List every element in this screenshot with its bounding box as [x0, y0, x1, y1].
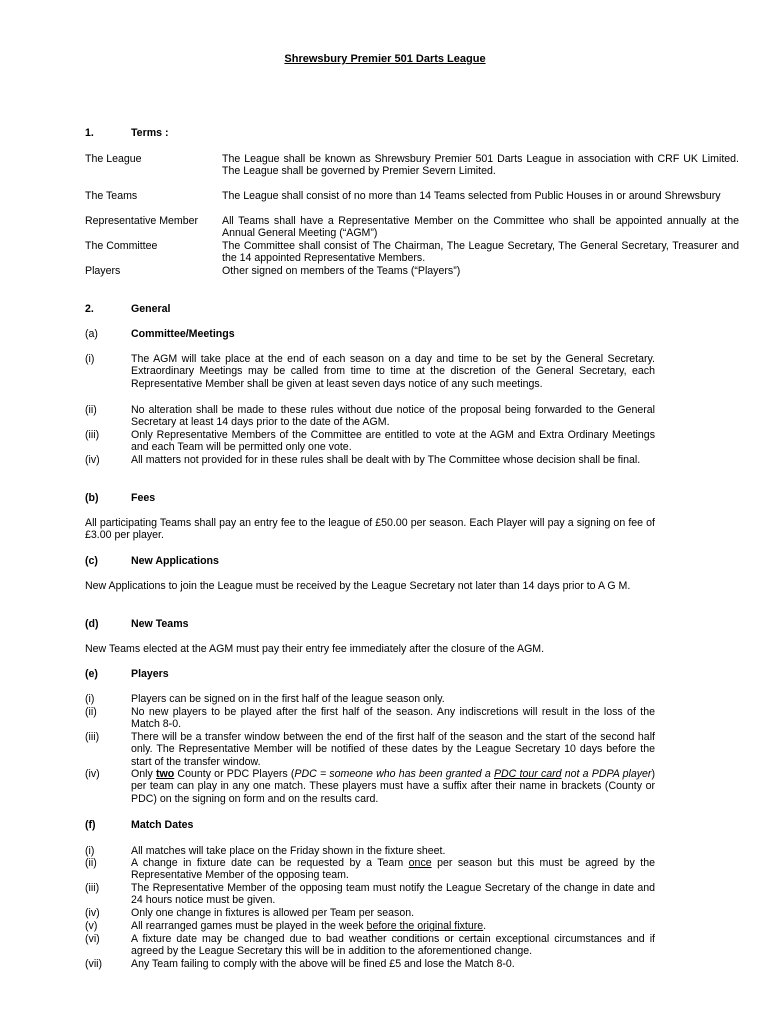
- section-number: 2.: [85, 303, 94, 315]
- item-text: The AGM will take place at the end of each season on a day and time to be set by the General Secretary. Extraordinary Meetings may be called from time to time at the discretion of the General Secretary, each Representative Member shall be given at least seven days notice of any such meetings.: [131, 353, 655, 390]
- item-text: All matches will take place on the Friday shown in the fixture sheet.: [131, 845, 446, 857]
- item-label: (iv): [85, 454, 100, 466]
- subsection-a-heading: [85, 328, 235, 340]
- item-text-part: County or PDC Players (: [174, 768, 295, 780]
- item-label: (ii): [85, 404, 97, 416]
- term-name: The Teams: [85, 190, 138, 202]
- section-1-heading: [85, 127, 168, 139]
- section-number: 1.: [85, 127, 94, 139]
- item-label: (iv): [85, 907, 100, 919]
- term-name: The Committee: [85, 240, 158, 252]
- item-text: [131, 857, 655, 882]
- fees-paragraph: All participating Teams shall pay an entry fee to the league of £50.00 per season. Each Player will pay a signing on fee of £3.00 per player.: [85, 517, 655, 542]
- subsection-title: New Teams: [131, 618, 189, 630]
- section-2-heading: [85, 303, 170, 315]
- item-text-part: Only: [131, 768, 156, 780]
- item-text: No alteration shall be made to these rules without due notice of the proposal being forwarded to the General Secretary at least 14 days prior to the date of the AGM.: [131, 404, 655, 429]
- subsection-title: New Applications: [131, 555, 219, 567]
- item-text-part: per season but this must be agreed by the Representative Member of the opposing team.: [131, 857, 655, 882]
- subsection-title: Match Dates: [131, 819, 194, 831]
- subsection-b-heading: [85, 492, 155, 504]
- term-definition: The League shall consist of no more than 14 Teams selected from Public Houses in or around Shrewsbury: [222, 190, 721, 202]
- item-label: (i): [85, 845, 95, 857]
- item-label: (v): [85, 920, 98, 932]
- emphasis-once: once: [408, 857, 432, 869]
- item-label: (i): [85, 693, 95, 705]
- document-title: Shrewsbury Premier 501 Darts League: [284, 53, 486, 65]
- pdc-definition: PDC = someone who has been granted a: [294, 768, 494, 780]
- term-definition: The Committee shall consist of The Chairman, The League Secretary, The General Secretary, Treasurer and the 14 appointed Representative Members.: [222, 240, 739, 265]
- item-text-part: ) per team can play in any one match. These players must have a suffix after their name in brackets (County or PDC) on the signing on form and on the results card.: [131, 768, 655, 805]
- item-label: (iii): [85, 882, 100, 894]
- item-text-part: All rearranged games must be played in the week: [131, 920, 367, 932]
- new-applications-paragraph: New Applications to join the League must be received by the League Secretary not later than 14 days prior to A G M.: [85, 580, 631, 592]
- subsection-label: (c): [85, 555, 98, 567]
- item-text: Only Representative Members of the Committee are entitled to vote at the AGM and Extra Ordinary Meetings and each Team will be permitted only one vote.: [131, 429, 655, 454]
- subsection-d-heading: [85, 618, 189, 630]
- subsection-label: (f): [85, 819, 96, 831]
- subsection-f-heading: [85, 819, 193, 831]
- item-label: (iii): [85, 731, 100, 743]
- item-text: [131, 768, 655, 805]
- item-label: (ii): [85, 706, 97, 718]
- item-text: Any Team failing to comply with the above will be fined £5 and lose the Match 8-0.: [131, 958, 515, 970]
- section-title: General: [131, 303, 171, 315]
- subsection-e-heading: [85, 668, 169, 680]
- item-text: All matters not provided for in these rules shall be dealt with by The Committee whose decision shall be final.: [131, 454, 641, 466]
- item-label: (i): [85, 353, 95, 365]
- item-text: A fixture date may be changed due to bad weather conditions or certain exceptional circumstances and if agreed by the League Secretary this will be in addition to the aforementioned change.: [131, 933, 655, 958]
- item-text: The Representative Member of the opposing team must notify the League Secretary of the change in date and 24 hours notice must be given.: [131, 882, 655, 907]
- subsection-c-heading: [85, 555, 219, 567]
- term-definition: Other signed on members of the Teams (“Players”): [222, 265, 461, 277]
- new-teams-paragraph: New Teams elected at the AGM must pay their entry fee immediately after the closure of the AGM.: [85, 643, 545, 655]
- item-text: No new players to be played after the first half of the season. Any indiscretions will result in the loss of the Match 8-0.: [131, 706, 655, 731]
- emphasis-two: two: [155, 768, 175, 780]
- item-label: (iii): [85, 429, 100, 441]
- item-label: (ii): [85, 857, 97, 869]
- item-label: (vi): [85, 933, 100, 945]
- subsection-title: Fees: [131, 492, 156, 504]
- item-label: (vii): [85, 958, 103, 970]
- item-label: (iv): [85, 768, 100, 780]
- term-definition: All Teams shall have a Representative Member on the Committee who shall be appointed annually at the Annual General Meeting (“AGM”): [222, 215, 739, 240]
- subsection-label: (a): [85, 328, 98, 340]
- item-text: Only one change in fixtures is allowed per Team per season.: [131, 907, 415, 919]
- subsection-label: (d): [85, 618, 99, 630]
- item-text: There will be a transfer window between the end of the first half of the season and the start of the second half only. The Representative Member will be notified of these dates by the League Secretary 10 days before the start of the transfer window.: [131, 731, 655, 768]
- subsection-title: Committee/Meetings: [131, 328, 235, 340]
- term-name: Players: [85, 265, 121, 277]
- subsection-label: (e): [85, 668, 98, 680]
- item-text: [131, 920, 655, 932]
- subsection-title: Players: [131, 668, 169, 680]
- term-name: Representative Member: [85, 215, 199, 227]
- term-name: The League: [85, 153, 142, 165]
- section-title: Terms :: [131, 127, 169, 139]
- subsection-label: (b): [85, 492, 99, 504]
- pdc-tour-card: PDC tour card: [493, 768, 562, 780]
- pdc-definition-end: not a PDPA player: [561, 768, 652, 780]
- term-definition: The League shall be known as Shrewsbury Premier 501 Darts League in association with CRF UK Limited. The League shall be governed by Premier Severn Limited.: [222, 153, 739, 178]
- emphasis-before-original: before the original fixture: [366, 920, 484, 932]
- item-text: Players can be signed on in the first half of the league season only.: [131, 693, 445, 705]
- item-text-part: .: [483, 920, 487, 932]
- item-text-part: A change in fixture date can be requested by a Team: [131, 857, 409, 869]
